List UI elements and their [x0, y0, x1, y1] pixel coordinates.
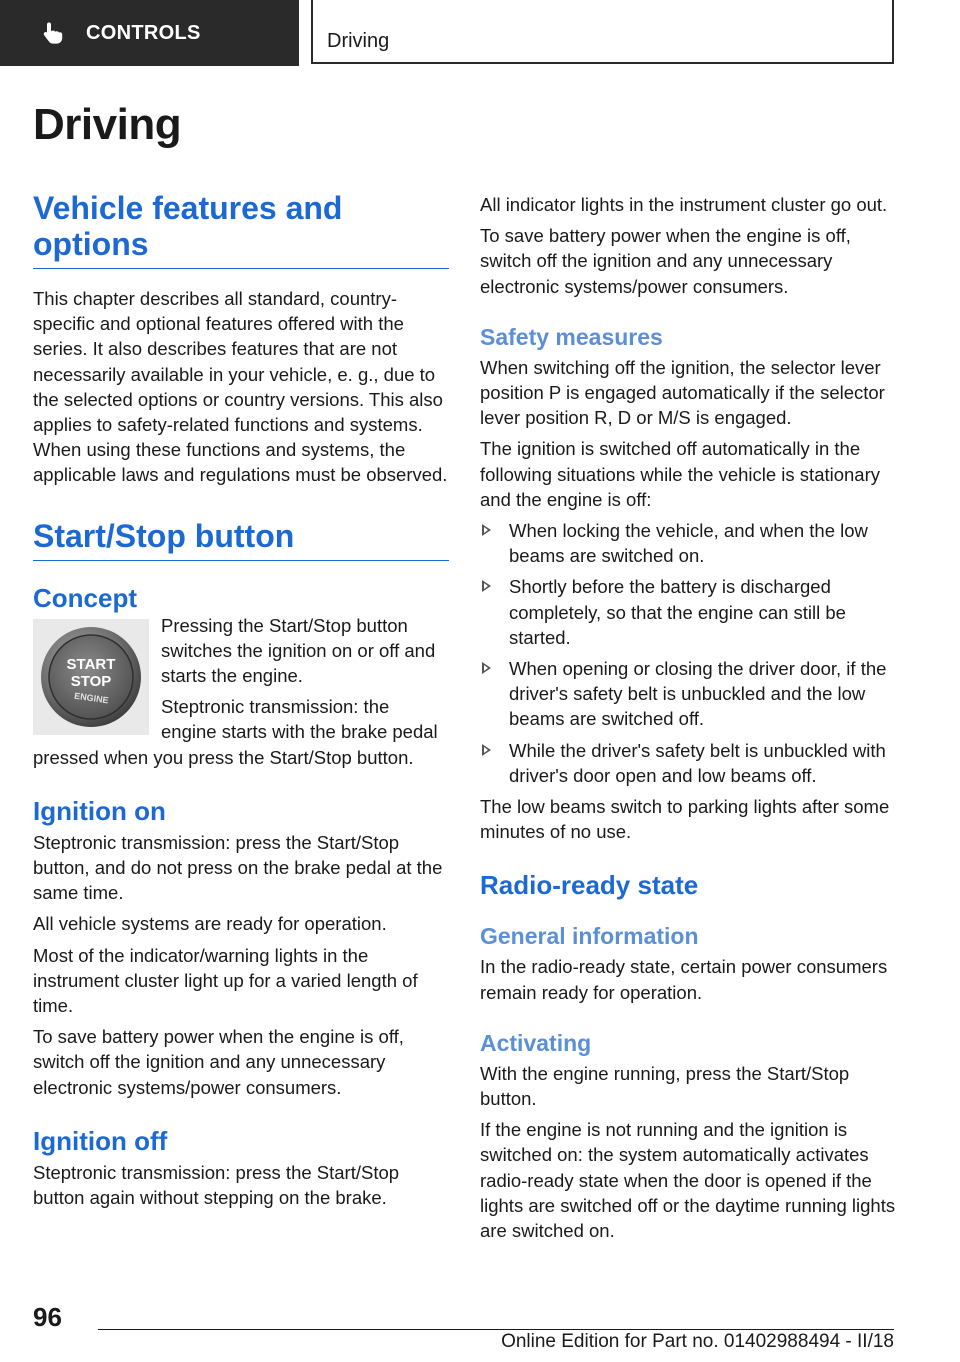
vehicle-features-body: This chapter describes all standard, country-specific and optional features offered with the series. It also describes features that are not necessarily available in your vehicle, e. g., due to the selected options or country versions. This also applies to safety-related functions and systems. When using these functions and systems, the applicable laws and regulations must be observed.	[33, 288, 448, 486]
safety-paragraph-1: When switching off the ignition, the selector lever position P is engaged automatically if the selector lever position R, D or M/S is engaged.	[480, 356, 885, 429]
concept-paragraph-1: Pressing the Start/Stop button switches the ignition on or off and starts the engine.	[161, 614, 436, 687]
ignition-on-paragraph-3: Most of the indicator/warning lights in the instrument cluster light up for a varied length of time.	[33, 944, 418, 1017]
heading-activating: Activating	[480, 1029, 592, 1056]
ignition-on-paragraph-2: All vehicle systems are ready for operation.	[33, 913, 387, 935]
start-stop-button-text-start: START	[66, 655, 116, 673]
chapter-tab	[311, 0, 894, 64]
heading-vehicle-features-line2: options	[33, 226, 149, 262]
ignition-on-paragraph-4: To save battery power when the engine is off, switch off the ignition and any unnecessary electronic systems/power consumers.	[33, 1026, 404, 1098]
footer-divider	[98, 1329, 894, 1330]
bullet-text: When locking the vehicle, and when the low beams are switched on.	[509, 520, 868, 567]
page-title: Driving	[33, 100, 182, 149]
safety-bullet-list	[480, 518, 896, 788]
start-stop-button-image	[33, 619, 149, 735]
section-label: CONTROLS	[86, 21, 201, 44]
triangle-bullet-icon	[482, 662, 491, 674]
triangle-bullet-icon	[482, 524, 491, 536]
right-paragraph-1: All indicator lights in the instrument cluster go out.	[480, 194, 888, 215]
left-column	[33, 190, 449, 1210]
right-paragraph-2: To save battery power when the engine is off, switch off the ignition and any unnecessary electronic systems/power consumers.	[480, 225, 851, 297]
start-stop-button-text-stop: STOP	[70, 672, 112, 690]
start-stop-button-text-engine: ENGINE	[73, 690, 110, 706]
concept-section	[33, 613, 449, 770]
heading-safety-measures: Safety measures	[480, 323, 663, 350]
list-item	[480, 574, 896, 650]
triangle-bullet-icon	[482, 744, 491, 756]
bullet-text: While the driver's safety belt is unbuckled with driver's door open and low beams off.	[509, 739, 886, 786]
heading-concept: Concept	[33, 582, 137, 613]
pointing-hand-icon	[40, 20, 66, 46]
heading-ignition-on: Ignition on	[33, 795, 166, 826]
list-item	[480, 518, 896, 568]
bullet-text: Shortly before the battery is discharged completely, so that the engine can still be started.	[509, 576, 846, 648]
section-tab-controls	[0, 0, 299, 66]
list-item	[480, 738, 896, 788]
list-item	[480, 656, 896, 732]
triangle-bullet-icon	[482, 580, 491, 592]
safety-paragraph-3: The low beams switch to parking lights after some minutes of no use.	[480, 796, 890, 843]
heading-radio-ready-state: Radio-ready state	[480, 870, 699, 901]
heading-vehicle-features	[33, 190, 449, 269]
bullet-text: When opening or closing the driver door, if the driver's safety belt is unbuckled and the low beams are switched off.	[509, 658, 887, 730]
safety-paragraph-2: The ignition is switched off automatically in the following situations while the vehicle is stationary and the engine is off:	[480, 438, 881, 510]
page-header	[0, 0, 960, 66]
ignition-on-paragraph-1: Steptronic transmission: press the Start/Stop button, and do not press on the brake pedal at the same time.	[33, 831, 443, 904]
heading-general-information: General information	[480, 923, 699, 950]
activating-paragraph-2: If the engine is not running and the ignition is switched on: the system automatically activates radio-ready state when the door is opened if the lights are switched off or the daytime running lights are switched on.	[480, 1119, 896, 1242]
ignition-off-paragraph-1: Steptronic transmission: press the Start/Stop button again without stepping on the brake.	[33, 1161, 400, 1209]
right-column	[480, 192, 896, 1243]
heading-vehicle-features-line1: Vehicle features and	[33, 190, 343, 226]
footer-edition-text: Online Edition for Part no. 01402988494 - II/18	[501, 1331, 894, 1352]
general-information-paragraph-1: In the radio-ready state, certain power consumers remain ready for operation.	[480, 956, 888, 1003]
concept-paragraph-2: Steptronic transmission: the engine starts with the brake pedal pressed when you press the Start/Stop button.	[33, 696, 438, 768]
heading-ignition-off: Ignition off	[33, 1125, 168, 1156]
heading-start-stop-button: Start/Stop button	[33, 518, 449, 561]
chapter-label: Driving	[327, 30, 390, 52]
page-number: 96	[33, 1302, 62, 1332]
activating-paragraph-1: With the engine running, press the Start/Stop button.	[480, 1062, 850, 1110]
